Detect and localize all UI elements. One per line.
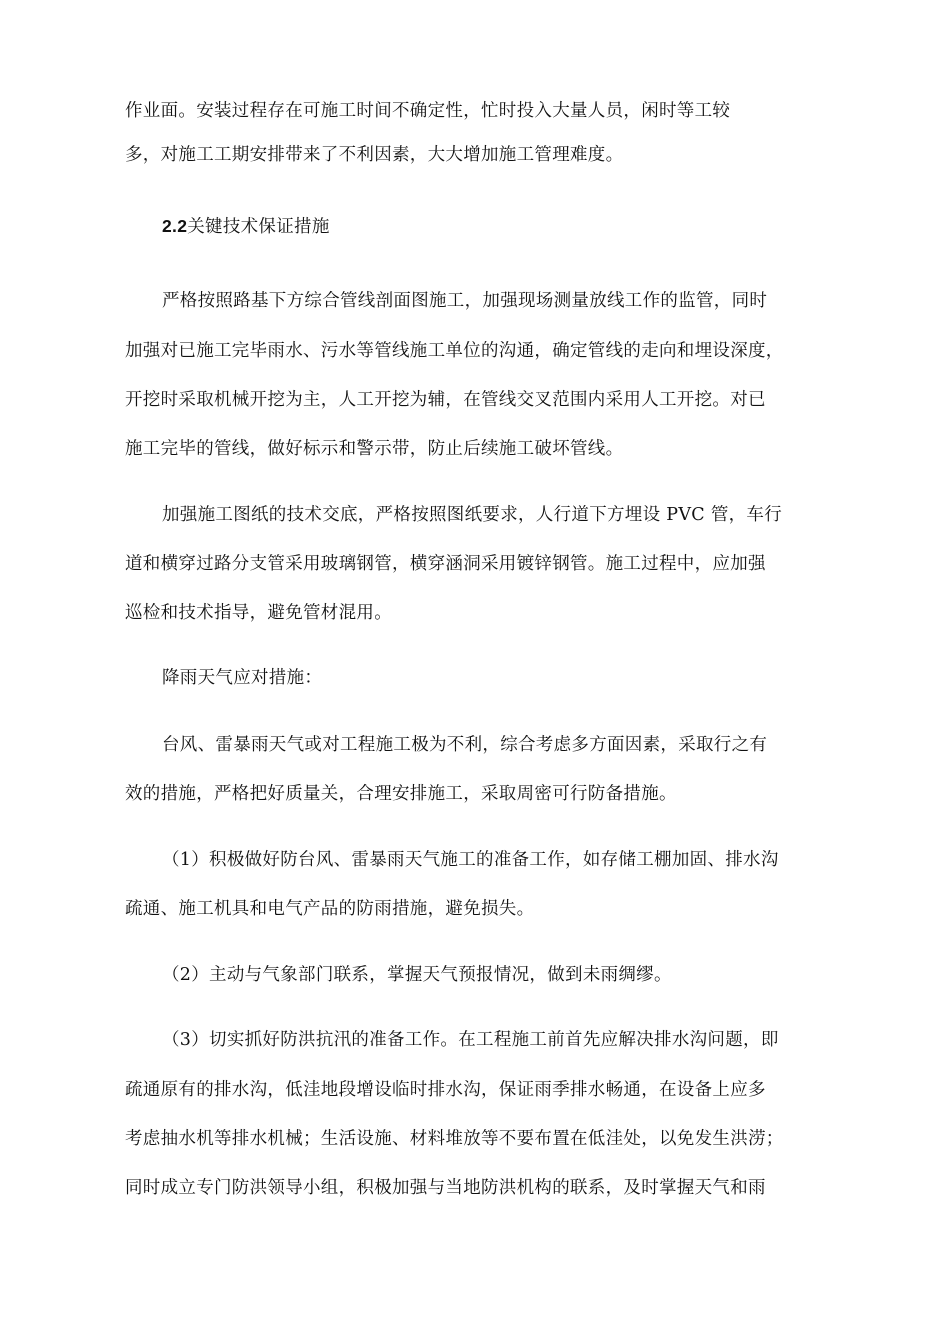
paragraph-line: 疏通、施工机具和电气产品的防雨措施，避免损失。 (125, 899, 535, 919)
paragraph-line: 施工完毕的管线，做好标示和警示带，防止后续施工破坏管线。 (125, 439, 624, 459)
paragraph-line: 开挖时采取机械开挖为主，人工开挖为辅，在管线交叉范围内采用人工开挖。对已 (125, 390, 766, 410)
paragraph-line: 降雨天气应对措施： (162, 668, 323, 688)
paragraph-line: （1）积极做好防台风、雷暴雨天气施工的准备工作，如存储工棚加固、排水沟 (162, 850, 779, 870)
paragraph-line: 加强施工图纸的技术交底，严格按照图纸要求，人行道下方埋设 PVC 管，车行 (162, 505, 783, 525)
section-heading (162, 214, 330, 239)
paragraph-line: （3）切实抓好防洪抗汛的准备工作。在工程施工前首先应解决排水沟问题，即 (162, 1030, 779, 1050)
section-heading-text: 关键技术保证措施 (187, 217, 330, 237)
paragraph-line: 同时成立专门防洪领导小组，积极加强与当地防洪机构的联系，及时掌握天气和雨 (125, 1178, 766, 1198)
paragraph-line: 多，对施工工期安排带来了不利因素，大大增加施工管理难度。 (125, 145, 624, 165)
paragraph-line: 台风、雷暴雨天气或对工程施工极为不利，综合考虑多方面因素，采取行之有 (162, 735, 768, 755)
paragraph-line: 考虑抽水机等排水机械；生活设施、材料堆放等不要布置在低洼处，以免发生洪涝； (125, 1129, 784, 1149)
paragraph-line: （2）主动与气象部门联系，掌握天气预报情况，做到未雨绸缪。 (162, 965, 672, 985)
paragraph-line: 巡检和技术指导，避免管材混用。 (125, 603, 392, 623)
paragraph-line: 加强对已施工完毕雨水、污水等管线施工单位的沟通，确定管线的走向和埋设深度， (125, 341, 784, 361)
paragraph-line: 严格按照路基下方综合管线剖面图施工，加强现场测量放线工作的监管，同时 (162, 291, 768, 311)
section-heading-number: 2.2 (162, 216, 188, 236)
paragraph-line: 效的措施，严格把好质量关，合理安排施工，采取周密可行防备措施。 (125, 784, 677, 804)
paragraph-line: 疏通原有的排水沟，低洼地段增设临时排水沟，保证雨季排水畅通，在设备上应多 (125, 1080, 766, 1100)
paragraph-line: 道和横穿过路分支管采用玻璃钢管，横穿涵洞采用镀锌钢管。施工过程中，应加强 (125, 554, 766, 574)
paragraph-line: 作业面。安装过程存在可施工时间不确定性，忙时投入大量人员，闲时等工较 (125, 101, 731, 121)
